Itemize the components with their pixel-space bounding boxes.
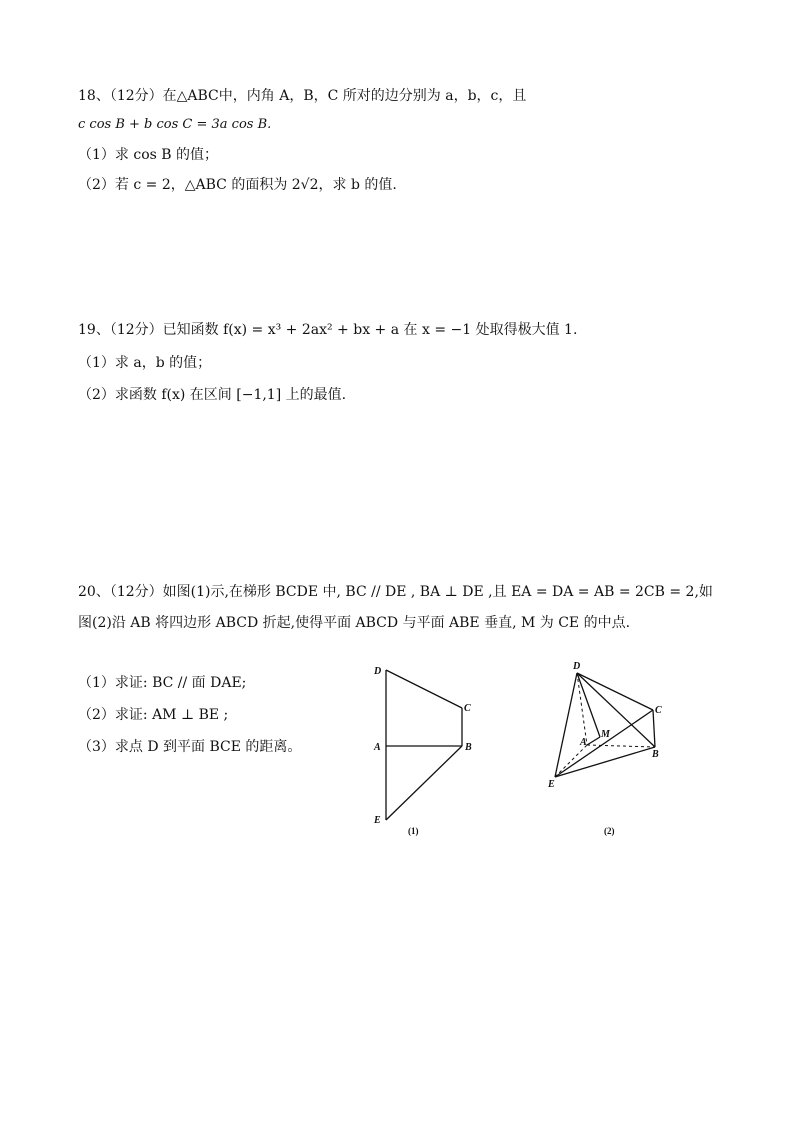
edge-DE [555,673,577,777]
label-A: A [580,737,587,748]
edge-AM [587,737,600,745]
label-C: C [464,703,471,714]
label-D: D [573,661,581,672]
q20-line2: 图(2)沿 AB 将四边形 ABCD 折起,使得平面 ABCD 与平面 ABE 垂直, M 为 CE 的中点. [78,615,631,631]
figure-2-folded-solid [540,655,680,840]
label-D: D [374,666,382,677]
label-B: B [465,742,472,753]
edge-EC [555,710,653,777]
q19-header: 19、（12分）已知函数 f(x) = x³ + 2ax² + bx + a 在 x = −1 处取得极大值 1. [78,322,578,338]
q20-part3: （3）求点 D 到平面 BCE 的距离。 [78,739,302,755]
edge-BE [386,746,462,820]
label-A: A [374,742,381,753]
q20-line1: 20、（12分）如图(1)示,在梯形 BCDE 中, BC // DE , BA ⊥ DE ,且 EA = DA = AB = 2CB = 2,如 [78,584,713,600]
q20-part1: （1）求证: BC // 面 DAE; [78,675,247,691]
label-C: C [655,705,662,716]
q18-part2: （2）若 c = 2，△ABC 的面积为 2√2，求 b 的值. [78,177,397,193]
q19-part2: （2）求函数 f(x) 在区间 [−1,1] 上的最值. [78,387,347,403]
q20-part2: （2）求证: AM ⊥ BE ; [78,707,229,723]
edge-EB [555,747,655,777]
q19-part1: （1）求 a，b 的值； [78,355,212,371]
caption-2: (2) [604,826,615,836]
caption-1: (1) [408,826,419,836]
figure-1-trapezoid [368,660,488,840]
label-B: B [652,749,659,760]
q18-equation: c cos B + b cos C = 3a cos B. [78,117,272,132]
q18-part1: （1）求 cos B 的值； [78,147,218,163]
edge-DC [386,670,462,708]
label-M: M [601,729,610,740]
q18-header: 18、（12分）在△ABC中，内角 A，B，C 所对的边分别为 a，b，c，且 [78,88,527,104]
edge-AB [587,745,655,747]
label-E: E [548,779,555,790]
label-E: E [374,815,381,826]
edge-DA [577,673,587,745]
